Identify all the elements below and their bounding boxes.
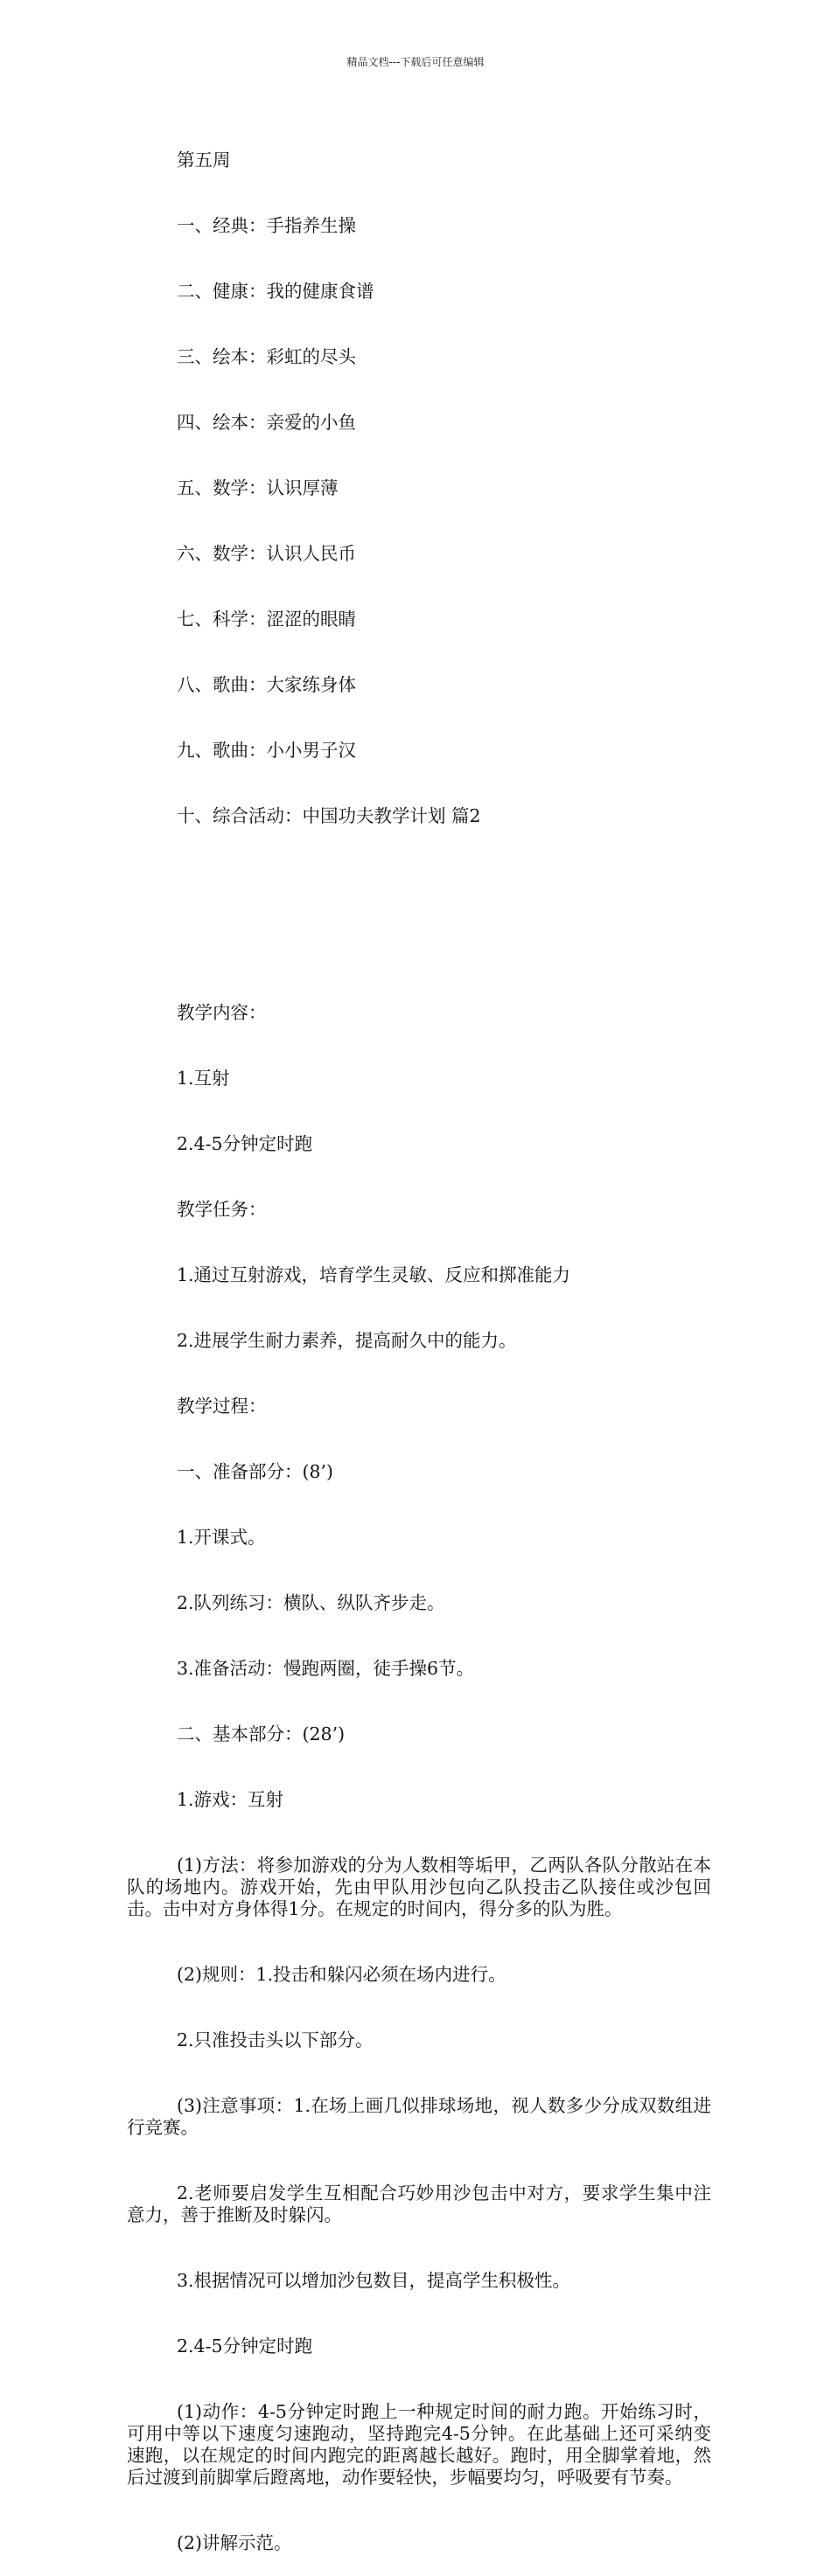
prep-item: 3.准备活动：慢跑两圈，徒手操6节。 bbox=[177, 1658, 475, 1679]
prep-item: 1.开课式。 bbox=[177, 1527, 266, 1548]
document-body bbox=[127, 106, 711, 2576]
game-rule: 2.只准投击头以下部分。 bbox=[177, 2029, 374, 2050]
content-item: 1.互射 bbox=[177, 1068, 230, 1089]
game-note-paragraph: (3)注意事项：1.在场上画几似排球场地，视人数多少分成双数组进行竞赛。 bbox=[127, 2095, 711, 2138]
section-gap bbox=[127, 893, 711, 936]
basic-heading: 二、基本部分：(28’) bbox=[177, 1723, 346, 1744]
game-heading: 1.游戏：互射 bbox=[177, 1789, 284, 1810]
page-header: 精品文档---下载后可任意编辑 bbox=[346, 56, 485, 68]
week-item: 八、歌曲：大家练身体 bbox=[177, 674, 356, 695]
game-rule: (2)规则：1.投击和躲闪必须在场内进行。 bbox=[177, 1964, 506, 1985]
game-note-paragraph: 3.根据情况可以增加沙包数目，提高学生积极性。 bbox=[177, 2270, 571, 2291]
week-item: 三、绘本：彩虹的尽头 bbox=[177, 346, 356, 367]
run-action-paragraph: (1)动作：4-5分钟定时跑上一种规定时间的耐力跑。开始练习时，可用中等以下速度匀速跑动，坚持跑完4-5分钟。在此基础上还可采纳变速跑，以在规定的时间内跑完的距离越长越好。跑时，用全脚掌着地，然后过渡到前脚掌后蹬离地，动作要轻快，步幅要均匀，呼吸要有节奏。 bbox=[127, 2401, 711, 2488]
week-title: 第五周 bbox=[177, 150, 231, 171]
week-item: 七、科学：涩涩的眼睛 bbox=[177, 609, 356, 630]
task-item: 1.通过互射游戏，培育学生灵敏、反应和掷准能力 bbox=[177, 1264, 571, 1285]
game-note-paragraph: 2.老师要启发学生互相配合巧妙用沙包击中对方，要求学生集中注意力，善于推断及时躲闪。 bbox=[127, 2183, 711, 2225]
week-item: 六、数学：认识人民币 bbox=[177, 543, 356, 564]
week-item: 五、数学：认识厚薄 bbox=[177, 477, 339, 498]
prep-heading: 一、准备部分：(8’) bbox=[177, 1461, 334, 1482]
game-method-paragraph: (1)方法：将参加游戏的分为人数相等垢甲，乙两队各队分散站在本队的场地内。游戏开始，先由甲队用沙包向乙队投击乙队接住或沙包回击。击中对方身体得1分。在规定的时间内，得分多的队为胜。 bbox=[127, 1855, 711, 1919]
task-item: 2.进展学生耐力素养，提高耐久中的能力。 bbox=[177, 1330, 517, 1351]
tasks-heading: 教学任务： bbox=[177, 1199, 267, 1220]
week-item: 十、综合活动：中国功夫教学计划 篇2 bbox=[177, 805, 481, 826]
week-item: 一、经典：手指养生操 bbox=[177, 215, 356, 236]
content-heading: 教学内容： bbox=[177, 1002, 267, 1023]
run-demo: (2)讲解示范。 bbox=[177, 2532, 292, 2553]
week-item: 四、绘本：亲爱的小鱼 bbox=[177, 412, 356, 433]
run-heading: 2.4-5分钟定时跑 bbox=[177, 2336, 313, 2357]
week-item: 九、歌曲：小小男子汉 bbox=[177, 740, 356, 761]
content-item: 2.4-5分钟定时跑 bbox=[177, 1133, 313, 1154]
week-item: 二、健康：我的健康食谱 bbox=[177, 281, 374, 302]
process-heading: 教学过程： bbox=[177, 1396, 267, 1417]
prep-item: 2.队列练习：横队、纵队齐步走。 bbox=[177, 1592, 445, 1613]
